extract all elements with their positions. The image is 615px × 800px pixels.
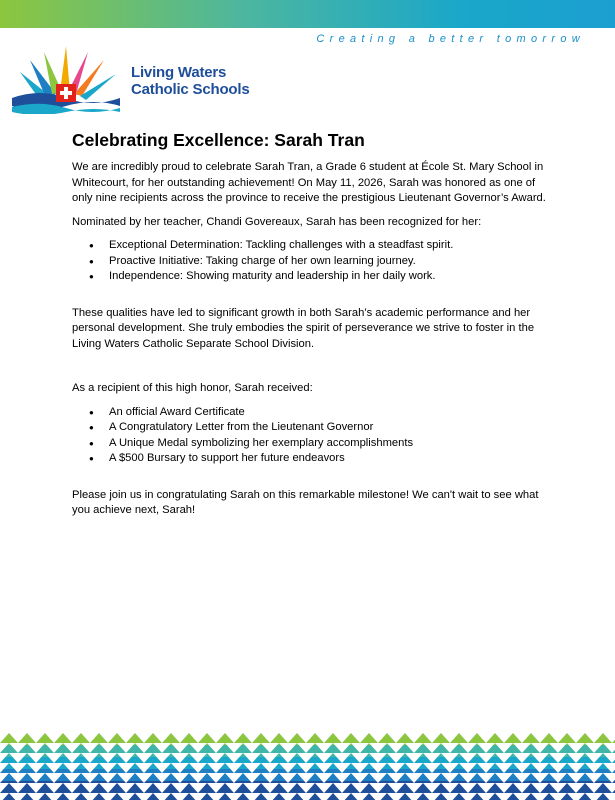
received-intro: As a recipient of this high honor, Sarah received: <box>72 382 313 394</box>
growth-paragraph: These qualities have led to significant growth in both Sarah’s academic performance and her personal development. She truly embodies the spirit of perseverance we strive to foster in the Living Waters Catholic Separate School Division. <box>72 306 535 350</box>
received-list <box>72 405 552 467</box>
closing-paragraph: Please join us in congratulating Sarah on this remarkable milestone! We can't wait to see what you achieve next, Sarah! <box>72 488 539 516</box>
top-gradient-bar <box>0 0 615 28</box>
logo-wordmark <box>131 64 250 98</box>
tagline: Creating a better tomorrow <box>316 33 585 45</box>
list-item: ● Independence: Showing maturity and leadership in her daily work. <box>72 269 552 285</box>
article-body <box>72 130 552 527</box>
article-title: Celebrating Excellence: Sarah Tran <box>72 130 365 150</box>
list-item: ● An official Award Certificate <box>72 405 552 421</box>
list-item: ● A Unique Medal symbolizing her exemplary accomplishments <box>72 436 552 452</box>
living-waters-logo-icon <box>10 46 122 114</box>
list-item: ● Proactive Initiative: Taking charge of her own learning journey. <box>72 254 552 270</box>
list-item: ● Exceptional Determination: Tackling challenges with a steadfast spirit. <box>72 238 552 254</box>
bottom-wave-pattern <box>0 733 615 800</box>
logo-line-2: Catholic Schools <box>131 81 250 98</box>
qualities-list <box>72 238 552 285</box>
logo-line-1: Living Waters <box>131 64 227 81</box>
list-item: ● A Congratulatory Letter from the Lieutenant Governor <box>72 420 552 436</box>
nominated-paragraph: Nominated by her teacher, Chandi Govereaux, Sarah has been recognized for her: <box>72 215 482 228</box>
intro-paragraph: We are incredibly proud to celebrate Sarah Tran, a Grade 6 student at École St. Mary School in Whitecourt, for her outstanding achievement! On May 11, 2026, Sarah was honored as one of only nine recipients across the province to receive the prestigious Lieutenant Governor’s Award. <box>72 161 546 204</box>
list-item: ● A $500 Bursary to support her future endeavors <box>72 451 552 467</box>
